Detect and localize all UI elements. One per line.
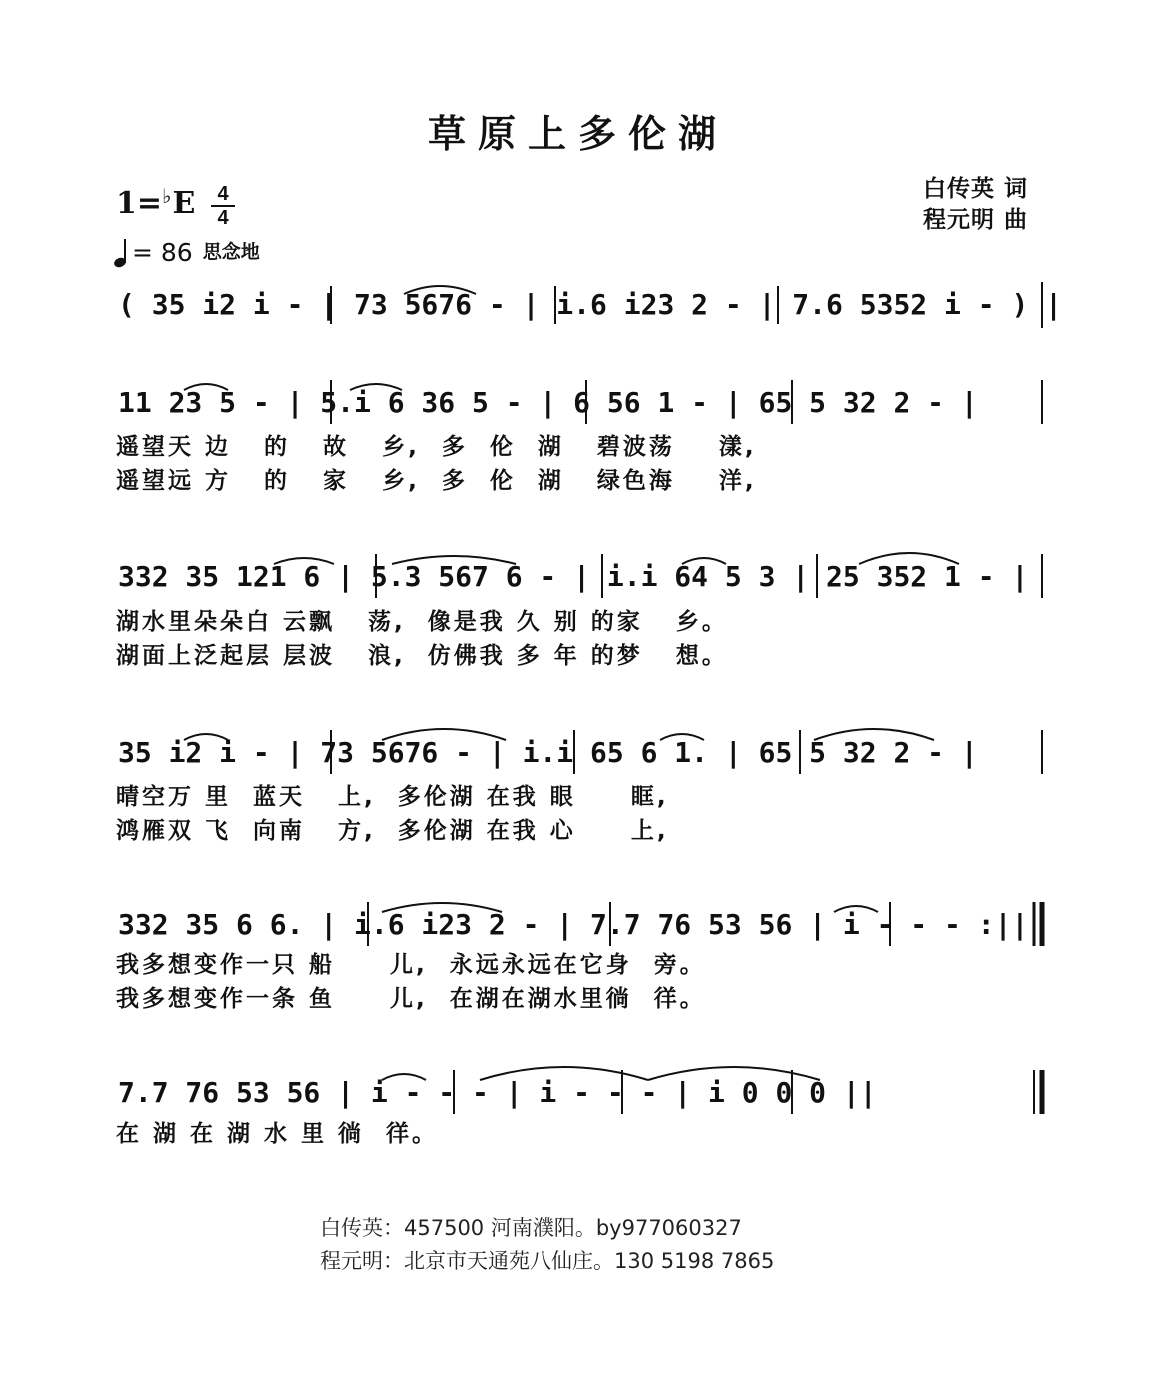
time-signature-bottom: 4 (217, 207, 229, 229)
key-note: E (172, 186, 196, 221)
lyric-row-1-verse-2: 遥望远 方 的 家 乡, 多 伦 湖 绿色海 洋, (116, 468, 757, 494)
notes-intro: ( 35 i2 i - | 73 5676 - | i.6 i23 2 - | 7.6 5352 i - ) | (118, 288, 1063, 321)
lyric-row-4-verse-1: 我多想变作一只 船 儿, 永远永远在它身 旁。 (116, 952, 706, 978)
expression-marking: 思念地 (202, 241, 260, 263)
time-signature-top: 4 (217, 183, 229, 205)
lyric-row-2-verse-2: 湖面上泛起层 层波 浪, 仿佛我 多 年 的梦 想。 (116, 643, 728, 669)
notes-row-4: 332 35 6 6. | i.6 i23 2 - | 7.7 76 53 56 | i - - - :|| (118, 908, 1029, 941)
flat-symbol: ♭ (162, 184, 172, 208)
quarter-note-icon (114, 239, 130, 267)
notes-row-3: 35 i2 i - | 73 5676 - | i.i 65 6 1. | 65 5 32 2 - | (118, 736, 978, 769)
footer-composer-contact: 程元明：北京市天通苑八仙庄。130 5198 7865 (320, 1249, 775, 1273)
key-signature (116, 186, 195, 221)
lyric-row-4-verse-2: 我多想变作一条 鱼 儿, 在湖在湖水里徜 徉。 (116, 986, 706, 1012)
score-row-3 (114, 728, 1046, 784)
composer-credit: 程元明 曲 (923, 207, 1029, 233)
lyricist-credit: 白传英 词 (923, 176, 1029, 202)
key-prefix: 1= (116, 186, 163, 221)
time-signature (211, 184, 235, 228)
lyric-row-3-verse-2: 鸿雁双 飞 向南 方, 多伦湖 在我 心 上, (116, 818, 669, 844)
notes-row-2: 332 35 121 6 | 5.3 567 6 - | i.i 64 5 3 | 25 352 1 - | (118, 560, 1029, 593)
lyric-row-3-verse-1: 晴空万 里 蓝天 上, 多伦湖 在我 眼 眶, (116, 784, 669, 810)
footer-lyricist-contact: 白传英：457500 河南濮阳。by977060327 (320, 1216, 742, 1240)
lyric-row-2-verse-1: 湖水里朵朵白 云飘 荡, 像是我 久 别 的家 乡。 (116, 609, 728, 635)
lyric-row-1-verse-1: 遥望天 边 的 故 乡, 多 伦 湖 碧波荡 漾, (116, 434, 757, 460)
lyric-row-5: 在 湖 在 湖 水 里 徜 徉。 (116, 1121, 439, 1147)
notes-row-5: 7.7 76 53 56 | i - - - | i - - - | i 0 0 0 || (118, 1076, 877, 1109)
song-title: 草原上多伦湖 (427, 112, 728, 156)
score-row-intro (114, 280, 1063, 336)
score-row-1 (114, 378, 1046, 434)
tempo-marking (114, 238, 260, 267)
score-row-2 (114, 552, 1046, 608)
notes-row-1: 11 23 5 - | 5.i 6 36 5 - | 6 56 1 - | 65 5 32 2 - | (118, 386, 978, 419)
tempo-bpm: = 86 (132, 238, 193, 267)
